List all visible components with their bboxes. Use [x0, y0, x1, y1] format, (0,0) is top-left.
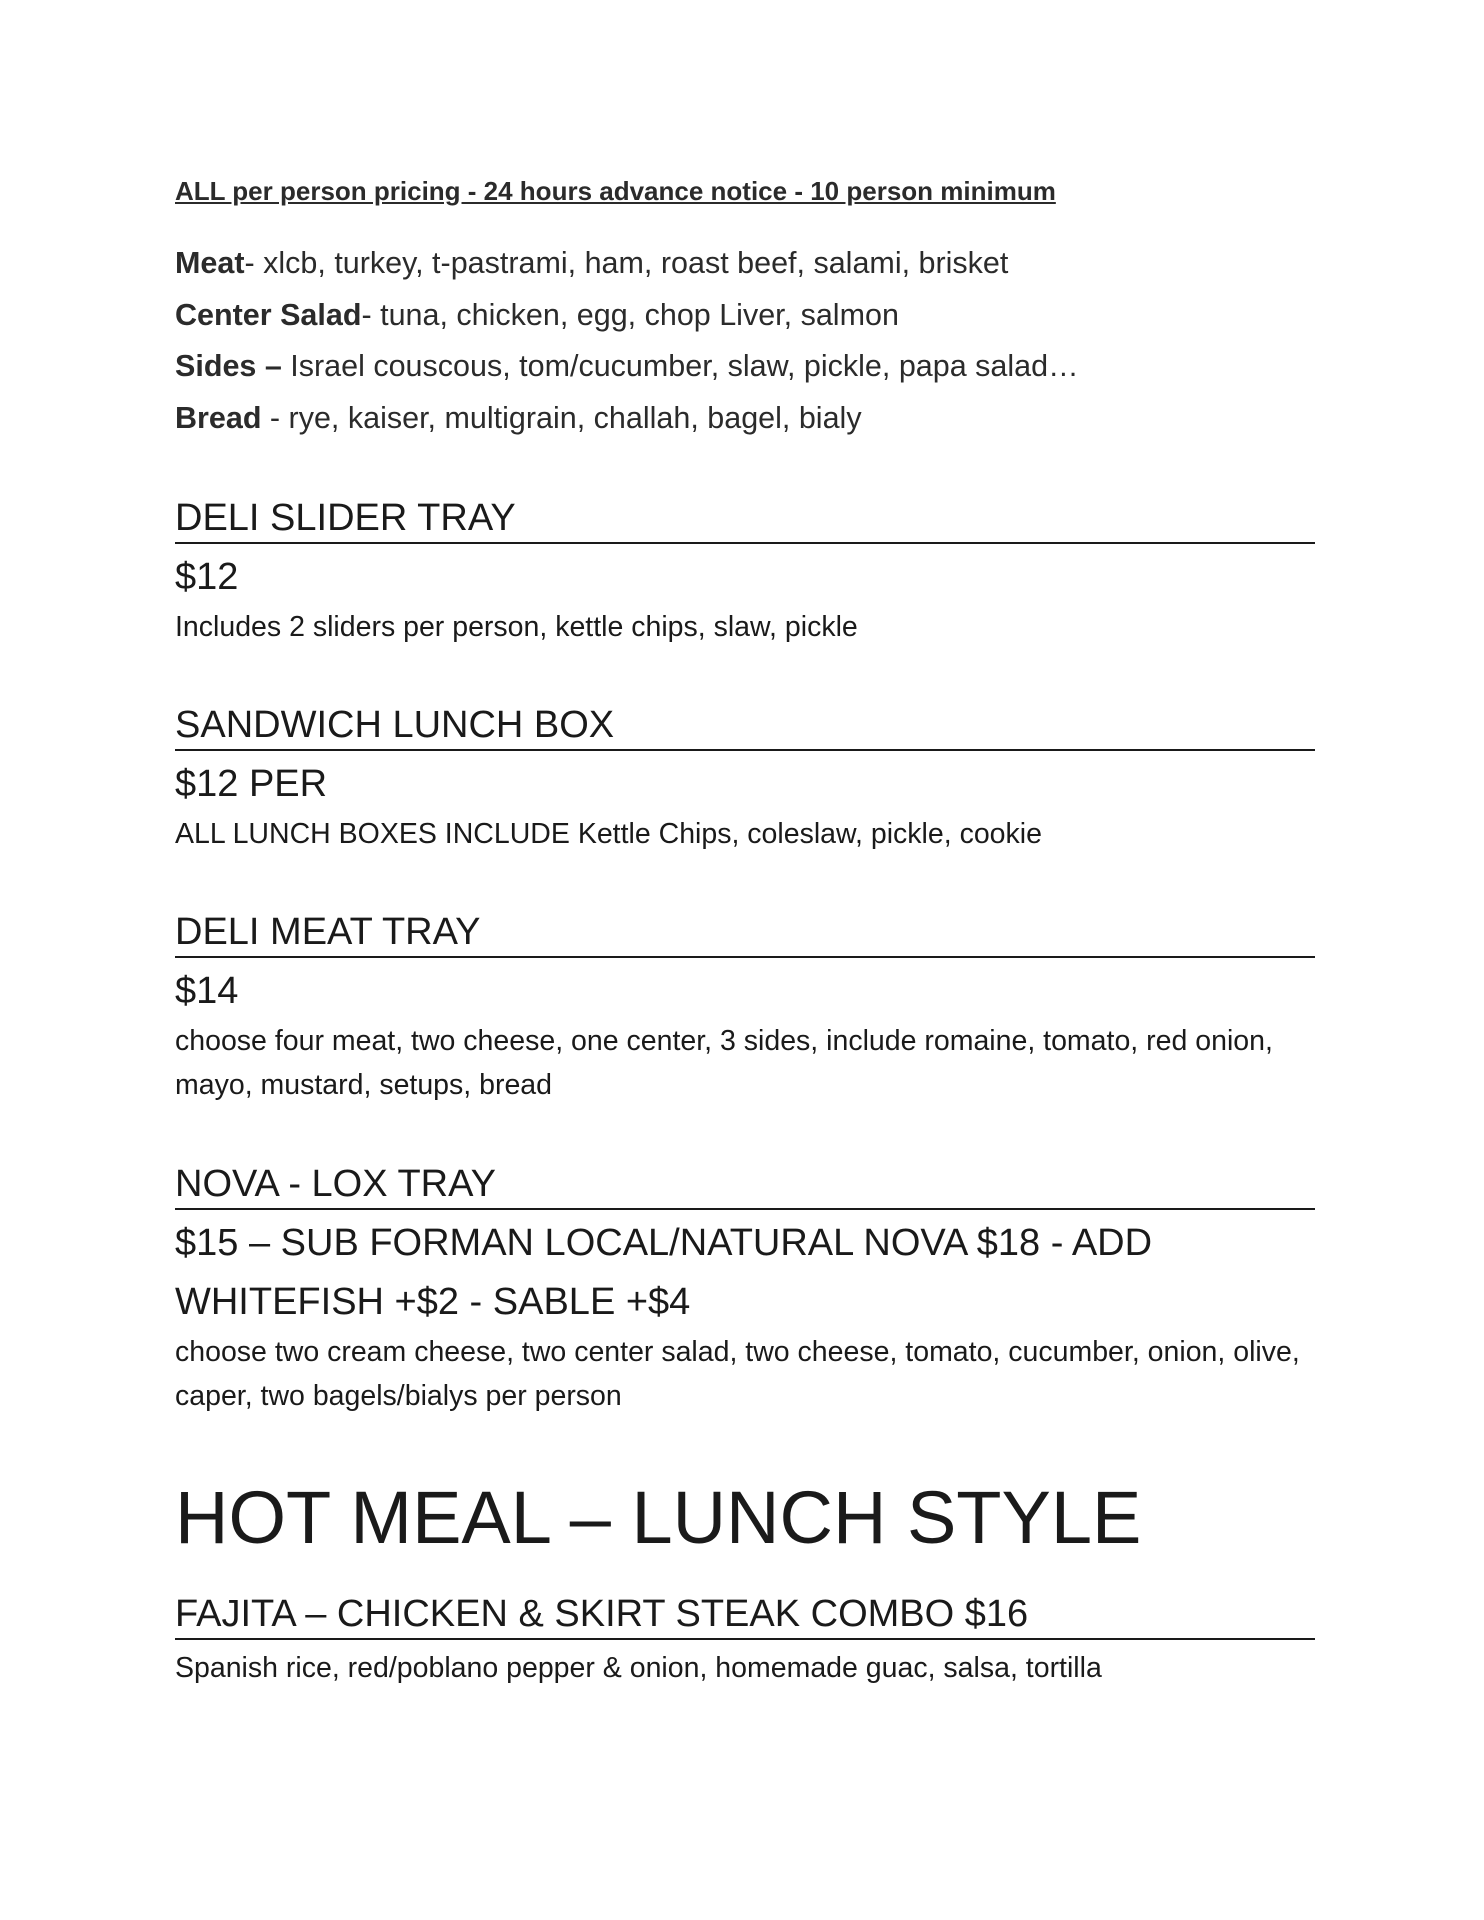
hot-meal-heading: HOT MEAL – LUNCH STYLE [175, 1476, 1142, 1559]
option-meat [175, 238, 1079, 290]
option-label: Center Salad [175, 297, 362, 332]
section-price: $15 – SUB FORMAN LOCAL/NATURAL NOVA $18 - ADD WHITEFISH +$2 - SABLE +$4 [175, 1222, 1153, 1323]
section-description: ALL LUNCH BOXES INCLUDE Kettle Chips, coleslaw, pickle, cookie [175, 818, 1042, 850]
section-description: Spanish rice, red/poblano pepper & onion, homemade guac, salsa, tortilla [175, 1652, 1102, 1684]
section-nova-lox-tray [175, 1162, 1315, 1418]
section-price: $12 [175, 556, 239, 598]
option-label: Bread [175, 400, 262, 435]
section-title: NOVA - LOX TRAY [175, 1162, 1315, 1210]
section-title: DELI MEAT TRAY [175, 910, 1315, 958]
option-center-salad [175, 290, 1079, 342]
option-text: - tuna, chicken, egg, chop Liver, salmon [361, 297, 899, 332]
ordering-notice: ALL per person pricing - 24 hours advance notice - 10 person minimum [175, 176, 1056, 206]
section-title: SANDWICH LUNCH BOX [175, 703, 1315, 751]
option-text: - xlcb, turkey, t-pastrami, ham, roast beef, salami, brisket [244, 246, 1009, 280]
options-list [175, 238, 1079, 444]
option-text: - rye, kaiser, multigrain, challah, bagel, bialy [261, 400, 862, 435]
option-bread [175, 393, 1079, 445]
option-label: Meat [175, 246, 245, 280]
section-title: DELI SLIDER TRAY [175, 496, 1315, 544]
section-description: choose two cream cheese, two center salad, two cheese, tomato, cucumber, onion, olive, caper, two bagels/bialys per person [175, 1336, 1300, 1412]
option-label: Sides – [175, 349, 282, 383]
section-price: $12 PER [175, 763, 328, 805]
section-price: $14 [175, 970, 239, 1012]
option-text: Israel couscous, tom/cucumber, slaw, pickle, papa salad… [281, 349, 1079, 383]
option-sides [175, 341, 1079, 393]
section-title: FAJITA – CHICKEN & SKIRT STEAK COMBO $16 [175, 1592, 1315, 1640]
section-description: choose four meat, two cheese, one center, 3 sides, include romaine, tomato, red onion, mayo, mustard, setups, bread [175, 1025, 1273, 1101]
section-sandwich-lunch-box [175, 703, 1315, 856]
section-fajita-combo [175, 1592, 1315, 1690]
section-deli-slider-tray [175, 496, 1315, 649]
section-description: Includes 2 sliders per person, kettle chips, slaw, pickle [175, 611, 858, 643]
section-deli-meat-tray [175, 910, 1315, 1107]
